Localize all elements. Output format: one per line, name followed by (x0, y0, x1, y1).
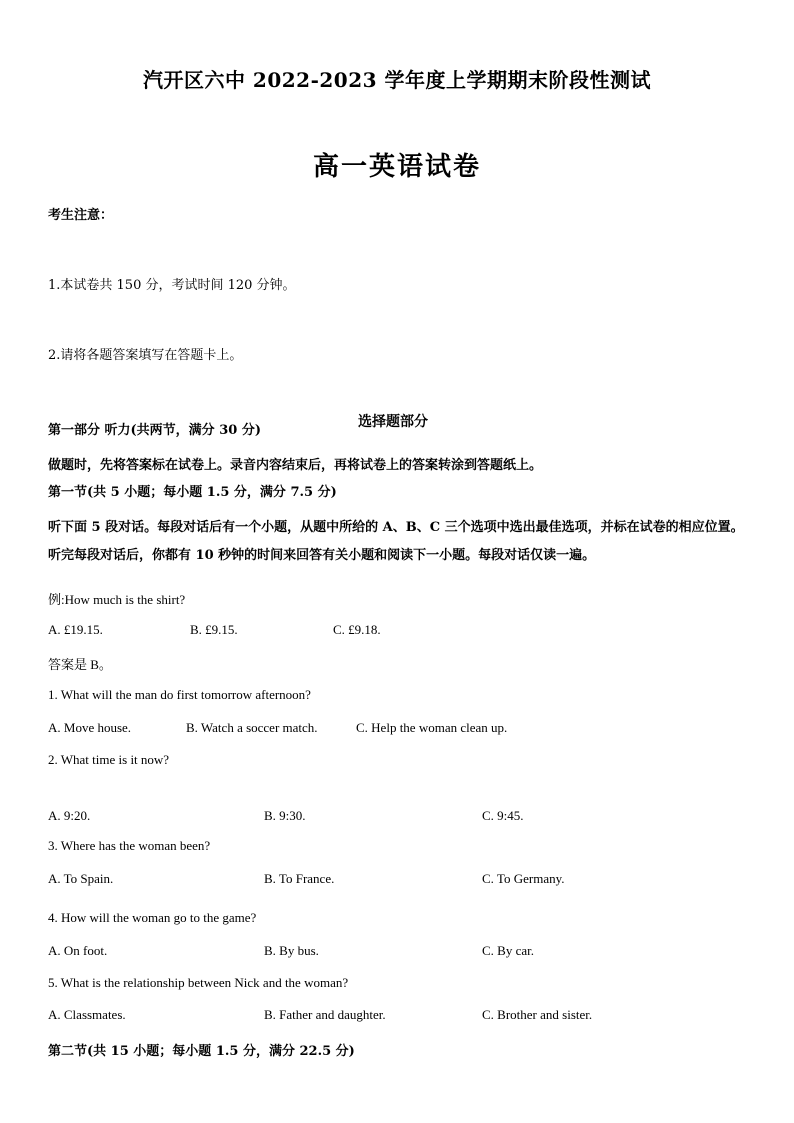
q2-option-a: A. 9:20. (48, 808, 91, 823)
q5-option-c: C. Brother and sister. (482, 1007, 593, 1022)
q3-option-b: B. To France. (264, 871, 335, 886)
notice-item-2: 2.请将各题答案填写在答题卡上。 (48, 348, 243, 363)
question-2: 2. What time is it now? (48, 752, 170, 767)
notice-item-1: 1.本试卷共 150 分，考试时间 120 分钟。 (48, 278, 296, 293)
part1-heading: 第一部分 听力(共两节，满分 30 分) (48, 423, 261, 438)
question-5: 5. What is the relationship between Nick and the woman? (48, 975, 349, 990)
section1-heading: 第一节(共 5 小题；每小题 1.5 分，满分 7.5 分) (48, 485, 337, 500)
question-1: 1. What will the man do first tomorrow afternoon? (48, 687, 311, 702)
q4-option-c: C. By car. (482, 943, 534, 958)
example-answer: 答案是 B。 (48, 657, 112, 672)
notice-label: 考生注意： (48, 208, 114, 223)
example-option-b: B. £9.15. (190, 622, 238, 637)
q3-option-a: A. To Spain. (48, 871, 114, 886)
q2-option-c: C. 9:45. (482, 808, 524, 823)
q3-option-c: C. To Germany. (482, 871, 565, 886)
q5-option-b: B. Father and daughter. (264, 1007, 386, 1022)
q1-option-b: B. Watch a soccer match. (186, 720, 318, 735)
section1-instruction: 听下面 5 段对话。每段对话后有一个小题，从题中所给的 A、B、C 三个选项中选出最佳选项，并标在试卷的相应位置。听完每段对话后，你都有 10 秒钟的时间来回答有关小题和阅读下一小题。每段对话仅读一遍。 (48, 520, 744, 563)
part1-instruction: 做题时，先将答案标在试卷上。录音内容结束后，再将试卷上的答案转涂到答题纸上。 (48, 458, 543, 473)
q1-option-c: C. Help the woman clean up. (356, 720, 508, 735)
q5-option-a: A. Classmates. (48, 1007, 126, 1022)
choice-section-heading: 选择题部分 (358, 414, 428, 430)
q4-option-b: B. By bus. (264, 943, 319, 958)
exam-title: 高一英语试卷 (312, 152, 481, 182)
section2-heading: 第二节(共 15 小题；每小题 1.5 分，满分 22.5 分) (48, 1044, 355, 1059)
question-4: 4. How will the woman go to the game? (48, 910, 257, 925)
q4-option-a: A. On foot. (48, 943, 108, 958)
school-exam-line: 汽开区六中 2022-2023 学年度上学期期末阶段性测试 (142, 68, 652, 92)
q1-option-a: A. Move house. (48, 720, 132, 735)
example-option-a: A. £19.15. (48, 622, 103, 637)
example-option-c: C. £9.18. (333, 622, 381, 637)
example-question: 例:How much is the shirt? (48, 592, 186, 607)
question-3: 3. Where has the woman been? (48, 838, 211, 853)
q2-option-b: B. 9:30. (264, 808, 306, 823)
